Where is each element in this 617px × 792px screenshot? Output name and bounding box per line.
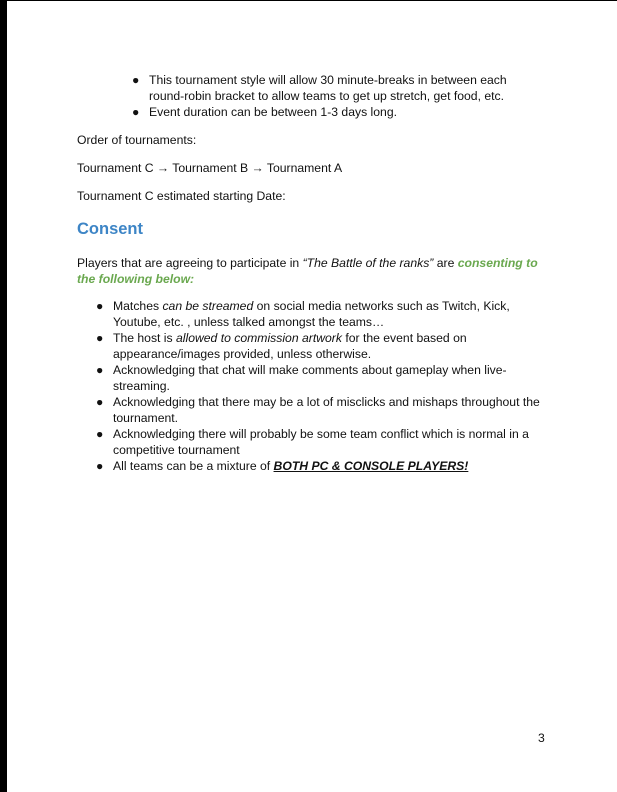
list-item-text — [113, 458, 553, 474]
break-info-text: This tournament style will allow 30 minute-breaks in between each round-robin bracket to allow teams to get up stretch, get food, etc. — [149, 73, 507, 103]
list-item-text: Acknowledging that chat will make comments about gameplay when live-streaming. — [113, 363, 507, 393]
consent-list — [93, 298, 553, 474]
list-item — [93, 298, 553, 330]
text-segment: The host is — [113, 331, 176, 345]
list-item — [93, 458, 553, 474]
list-item — [93, 330, 553, 362]
text-segment: for the event based on appearance/images provided, unless otherwise. — [113, 331, 467, 361]
order-sequence: Tournament C → Tournament B → Tournament A — [77, 161, 343, 175]
list-item-text: Acknowledging there will probably be some team conflict which is normal in a competitive tournament — [113, 427, 529, 457]
list-item — [93, 426, 553, 458]
consent-intro — [77, 255, 547, 287]
bullet-icon: ● — [132, 105, 140, 119]
event-name: “The Battle of the ranks” — [302, 256, 434, 270]
duration-info-text: Event duration can be between 1-3 days long. — [149, 105, 397, 119]
text-segment: All teams can be a mixture of — [113, 459, 274, 473]
bullet-icon: ● — [96, 395, 104, 409]
text-segment: Matches — [113, 299, 163, 313]
bullet-icon: ● — [96, 363, 104, 377]
intro-text: Players that are agreeing to participate in — [77, 256, 303, 270]
emphasis-text: BOTH PC & CONSOLE PLAYERS! — [273, 459, 469, 473]
bullet-icon: ● — [96, 459, 104, 473]
document-page — [7, 1, 617, 792]
bullet-icon: ● — [96, 427, 104, 441]
emphasis-text: can be streamed — [162, 299, 254, 313]
order-label: Order of tournaments: — [77, 133, 197, 147]
bullet-icon: ● — [132, 73, 140, 87]
list-item — [93, 362, 553, 394]
list-item — [129, 104, 529, 120]
tournament-details-list — [129, 72, 529, 120]
intro-text: are — [433, 256, 458, 270]
start-date-label: Tournament C estimated starting Date: — [77, 189, 286, 203]
consent-heading: Consent — [77, 220, 143, 238]
page-number: 3 — [538, 731, 545, 745]
list-item-text — [113, 298, 553, 330]
list-item-text: Acknowledging that there may be a lot of misclicks and mishaps throughout the tournament. — [113, 395, 540, 425]
list-item — [129, 72, 529, 104]
list-item — [93, 394, 553, 426]
consent-highlight: consenting to the following below: — [77, 256, 538, 286]
bullet-icon: ● — [96, 331, 104, 345]
bullet-icon: ● — [96, 299, 104, 313]
emphasis-text: allowed to commission artwork — [176, 331, 342, 345]
list-item-text — [113, 330, 553, 362]
text-segment: on social media networks such as Twitch, Kick, Youtube, etc. , unless talked amongst the teams… — [113, 299, 510, 329]
